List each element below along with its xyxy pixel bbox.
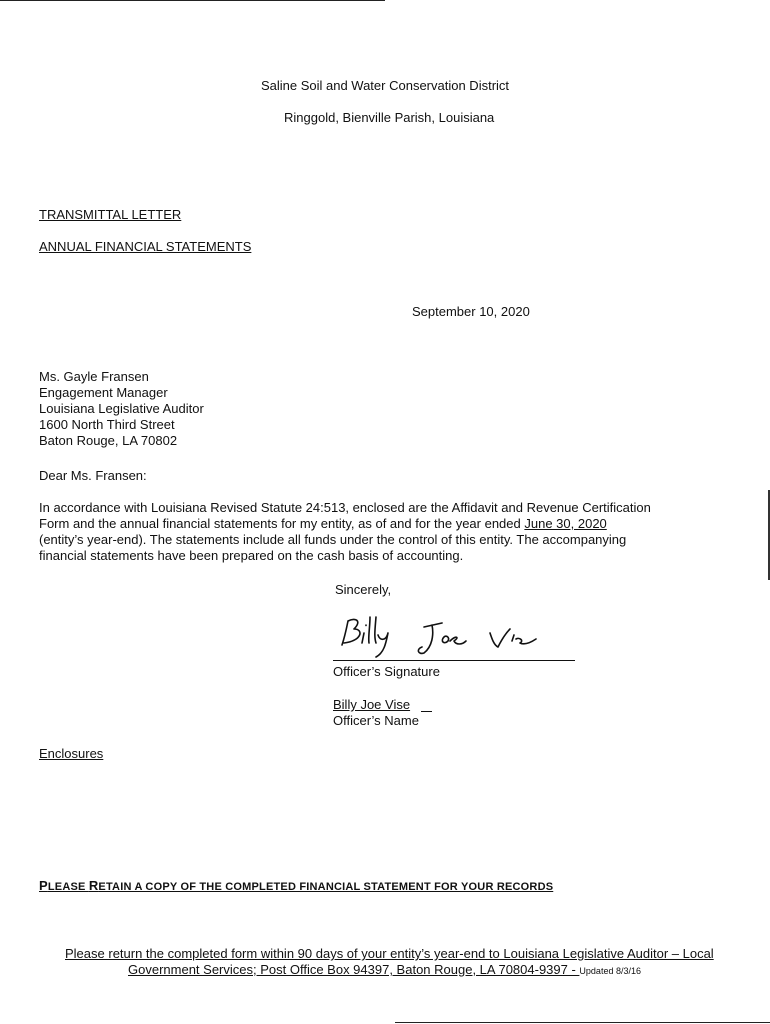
salutation: Dear Ms. Fransen:	[39, 468, 147, 483]
retain-notice-initial-r: R	[88, 878, 99, 893]
officer-signature	[340, 605, 575, 663]
recipient-street: 1600 North Third Street	[39, 417, 175, 432]
footer-line-1: Please return the completed form within 90 days of your entity’s year-end to Louisiana Legislative Auditor – Local	[65, 946, 714, 961]
title-annual-financial-statements: ANNUAL FINANCIAL STATEMENTS	[39, 239, 252, 254]
title-transmittal-letter: TRANSMITTAL LETTER	[39, 207, 182, 222]
body-line-2	[39, 516, 607, 532]
retain-notice-initial-p: P	[39, 878, 48, 893]
recipient-name: Ms. Gayle Fransen	[39, 369, 149, 384]
retain-notice-rest: ETAIN A COPY OF THE COMPLETED FINANCIAL STATEMENT FOR YOUR RECORDS	[98, 881, 554, 893]
officer-name-label: Officer’s Name	[333, 713, 419, 728]
officer-name: Billy Joe Vise	[333, 697, 411, 712]
body-line-1: In accordance with Louisiana Revised Statute 24:513, enclosed are the Affidavit and Revenue Certification	[39, 500, 651, 515]
body-line-3: (entity’s year-end). The statements include all funds under the control of this entity. The accompanying	[39, 532, 627, 547]
scan-edge-top	[0, 0, 385, 1]
scan-edge-bottom	[395, 1022, 770, 1023]
organization-location: Ringgold, Bienville Parish, Louisiana	[284, 110, 495, 125]
year-end-date: June 30, 2020	[524, 516, 607, 531]
retain-copy-notice	[39, 878, 553, 895]
recipient-title: Engagement Manager	[39, 385, 168, 400]
footer-line-2	[128, 962, 641, 979]
enclosures-label: Enclosures	[39, 746, 104, 761]
body-line-4: financial statements have been prepared on the cash basis of accounting.	[39, 548, 464, 563]
signature-line	[333, 660, 575, 661]
recipient-office: Louisiana Legislative Auditor	[39, 401, 204, 416]
footer-updated-date: Updated 8/3/16	[579, 966, 641, 976]
closing-sincerely: Sincerely,	[335, 582, 392, 597]
letter-date: September 10, 2020	[412, 304, 530, 319]
footer-line-2-text: Government Services; Post Office Box 94397, Baton Rouge, LA 70804-9397 -	[128, 962, 580, 977]
body-line-2-text: Form and the annual financial statements for my entity, as of and for the year ended	[39, 516, 525, 531]
signature-label: Officer’s Signature	[333, 664, 440, 679]
recipient-city: Baton Rouge, LA 70802	[39, 433, 178, 448]
officer-name-underline-extension	[421, 697, 432, 712]
retain-notice-word-1: LEASE	[47, 881, 89, 893]
organization-name: Saline Soil and Water Conservation District	[260, 78, 510, 93]
